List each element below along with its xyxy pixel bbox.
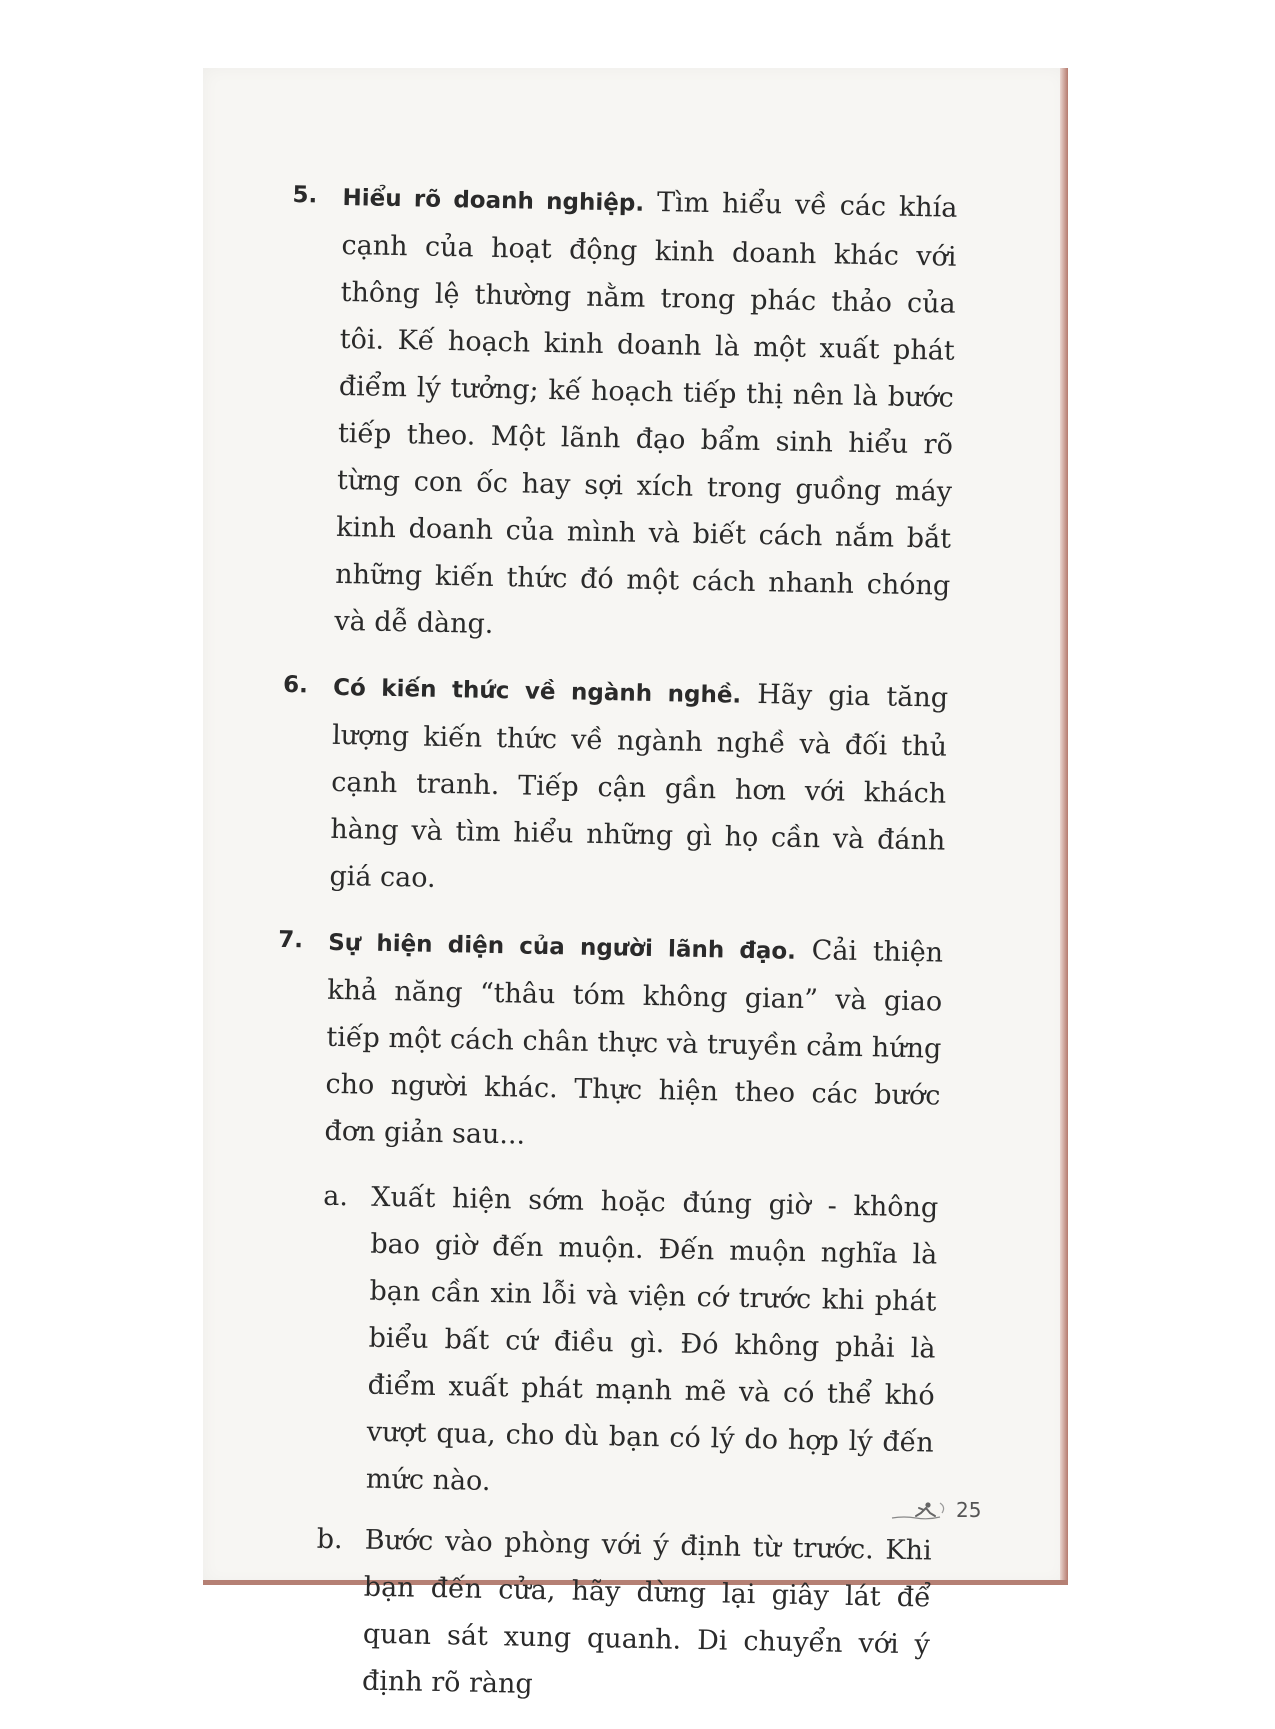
sub-item-letter: b.	[316, 1523, 343, 1556]
item-text: Tìm hiểu về các khía cạnh của hoạt động kinh doanh khác với thông lệ thường nằm trong phác thảo của tôi. Kế hoạch kinh doanh là một xuất phát điểm lý tưởng; kế hoạch tiếp thị nên là bước tiếp theo. Một lãnh đạo bẩm sinh hiểu rõ từng con ốc hay sợi xích trong guồng máy kinh doanh của mình và biết cách nắm bắt những kiến thức đó một cách nhanh chóng và dễ dàng.	[334, 186, 958, 640]
page-body	[263, 172, 958, 1729]
sub-item-text: Bước vào phòng với ý định từ trước. Khi bạn đến cửa, hãy dừng lại giây lát để quan sát xung quanh. Di chuyển với ý định rõ ràng	[361, 1524, 932, 1700]
item-term: Sự hiện diện của người lãnh đạo.	[327, 929, 797, 965]
item-number: 6.	[282, 671, 309, 699]
item-number: 7.	[278, 926, 304, 954]
walking-figure-icon	[890, 1499, 950, 1521]
page-footer	[890, 1498, 981, 1522]
item-text: Cải thiện khả năng “thâu tóm không gian” và giao tiếp một cách chân thực và truyền cảm hứng cho người khác. Thực hiện theo các bước đơn giản sau...	[324, 934, 944, 1151]
sub-item-b	[314, 1516, 932, 1716]
item-term: Hiểu rõ doanh nghiệp.	[342, 184, 645, 217]
sub-item-text: Xuất hiện sớm hoặc đúng giờ - không bao giờ đến muộn. Đến muộn nghĩa là bạn cần xin lỗi và viện cớ trước khi phát biểu bất cứ điều gì. Đó không phải là điểm xuất phát mạnh mẽ và có thể khó vượt qua, cho dù bạn có lý do hợp lý đến mức nào.	[365, 1181, 939, 1498]
sub-item-a	[317, 1173, 938, 1514]
item-text: Hãy gia tăng lượng kiến thức về ngành nghề và đối thủ cạnh tranh. Tiếp cận gần hơn với khách hàng và tìm hiểu những gì họ cần và đánh giá cao.	[329, 678, 949, 894]
sub-item-letter: a.	[323, 1180, 349, 1213]
page-edge	[1060, 68, 1068, 1584]
item-term: Có kiến thức về ngành nghề.	[332, 674, 742, 709]
list-item-5	[284, 172, 958, 657]
page-number: 25	[956, 1498, 982, 1522]
item-number: 5.	[292, 181, 318, 209]
list-item-7	[274, 917, 943, 1167]
list-item-6	[279, 662, 948, 912]
